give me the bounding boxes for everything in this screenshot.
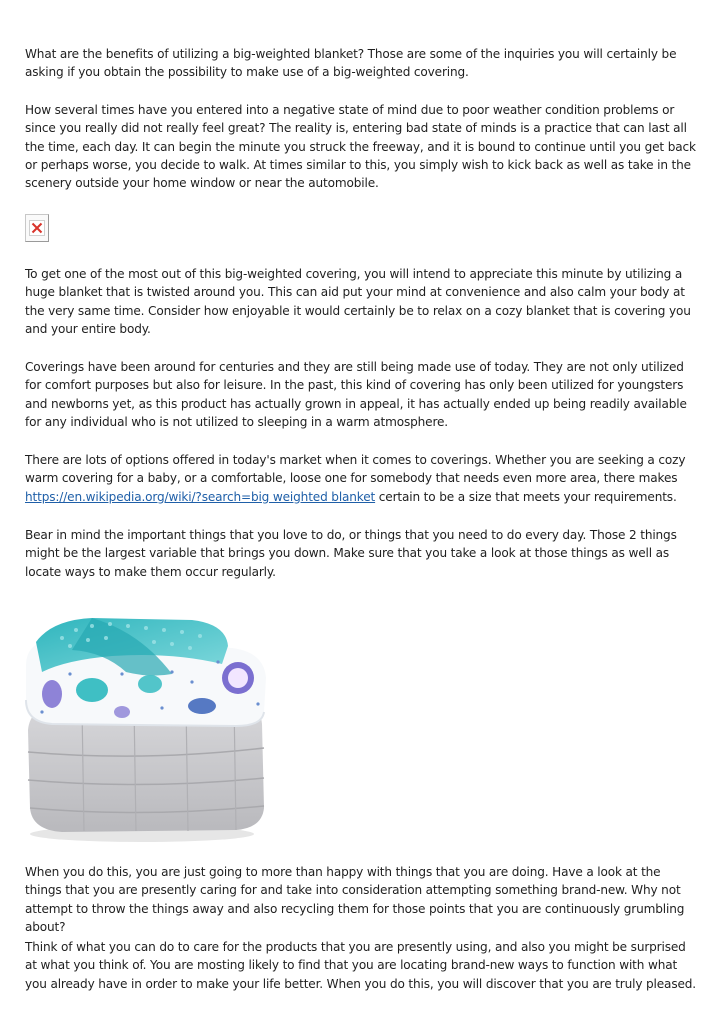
paragraph-5 — [25, 451, 697, 506]
paragraph-4: Coverings have been around for centuries and they are still being made use of today. They are not only utilized for comfort purposes but also for leisure. In the past, this kind of covering has only been utilized for youngsters and newborns yet, as this product has actually grown in appeal, it has actually ended up being readily available for any individual who is not utilized to sleeping in a warm atmosphere. — [25, 360, 687, 429]
broken-image-x-mark — [29, 220, 45, 236]
paragraph-1: What are the benefits of utilizing a big-weighted blanket? Those are some of the inquiries you will certainly be asking if you obtain the possibility to make use of a big-weighted covering. — [25, 47, 677, 80]
wikipedia-search-link[interactable]: https://en.wikipedia.org/wiki/?search=big weighted blanket — [25, 489, 376, 504]
paragraph-7: When you do this, you are just going to more than happy with things that you are doing. Have a look at the things that you are presently caring for and take into consideration attempting something brand-new. Why not attempt to throw the things away and also recycling them for those points that you are continuously grumbling about? — [25, 865, 685, 934]
paragraph-2: How several times have you entered into a negative state of mind due to poor weather condition problems or since you really did not really feel great? The reality is, entering bad state of minds is a practice that can last all the time, each day. It can begin the minute you struck the freeway, and it is bound to continue until you get back or perhaps worse, you decide to walk. At times similar to this, you simply wish to kick back as well as take in the scenery outside your home window or near the automobile. — [25, 103, 696, 191]
weighted-blanket-illustration — [22, 612, 274, 844]
paragraph-3: To get one of the most out of this big-weighted covering, you will intend to appreciate this minute by utilizing a huge blanket that is twisted around you. This can aid put your mind at convenience and also calm your body at the very same time. Consider how enjoyable it would certainly be to relax on a cozy blanket that is covering you and your entire body. — [25, 267, 691, 336]
paragraph-6: Bear in mind the important things that you love to do, or things that you need to do every day. Those 2 things might be the largest variable that brings you down. Make sure that you take a look at those things as well as locate ways to make them occur regularly. — [25, 528, 677, 579]
broken-image-icon — [25, 214, 49, 242]
paragraph-8: Think of what you can do to care for the products that you are presently using, and also you might be surprised at what you think of. You are mosting likely to find that you are locating brand-new ways to function with what you already have in order to make your life better. When you do this, you will discover that you are truly pleased. — [25, 940, 696, 991]
paragraph-5-text-end: certain to be a size that meets your requirements. — [375, 489, 677, 504]
weighted-blanket-photo — [22, 612, 274, 844]
paragraph-5-text-start: There are lots of options offered in today's market when it comes to coverings. Whether you are seeking a cozy warm covering for a baby, or a comfortable, loose one for somebody that needs even more area, there makes — [25, 453, 686, 486]
